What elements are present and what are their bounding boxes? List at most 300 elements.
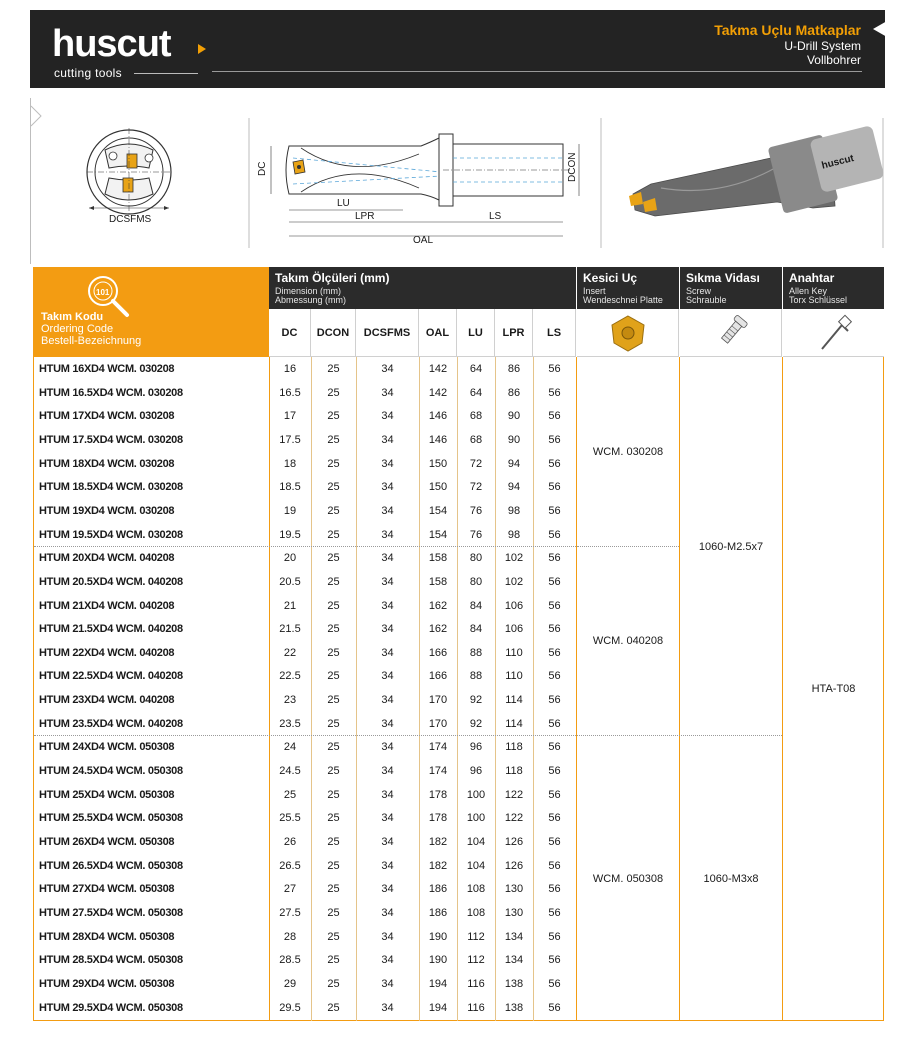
cell-dc: 28.5 — [279, 954, 301, 966]
cell-ls: 56 — [548, 718, 561, 730]
cell-ls: 56 — [548, 883, 561, 895]
cell-lpr: 98 — [507, 529, 521, 541]
cell-dcsfms: 34 — [381, 954, 394, 966]
cell-dcon: 25 — [327, 907, 340, 919]
row-code: HTUM 29XD4 WCM. 050308 — [39, 978, 175, 990]
cell-dcsfms: 34 — [381, 505, 394, 517]
col-header-dcon: DCON — [311, 309, 356, 357]
cell-lpr: 118 — [505, 741, 523, 753]
cell-lu: 92 — [469, 718, 483, 730]
cell-dc: 25 — [283, 789, 297, 801]
page-title: Takma Uçlu Matkaplar — [714, 22, 861, 38]
cell-oal: 154 — [428, 505, 448, 517]
grid-line — [457, 357, 458, 1021]
cell-dcon: 25 — [327, 860, 340, 872]
cell-dc: 21 — [283, 600, 297, 612]
grid-line — [356, 357, 357, 1021]
cell-oal: 150 — [428, 481, 448, 493]
cell-dcon: 25 — [327, 600, 340, 612]
group-separator — [577, 735, 782, 736]
cell-lpr: 86 — [507, 363, 521, 375]
cell-dcon: 25 — [327, 812, 340, 824]
brand-logo: huscut — [52, 23, 171, 65]
cell-lpr: 134 — [504, 954, 524, 966]
key-en: Allen Key — [789, 286, 828, 296]
cell-lu: 84 — [469, 623, 483, 635]
key-de: Torx Schlüssel — [789, 295, 848, 305]
cell-dcon: 25 — [327, 741, 340, 753]
cell-lu: 104 — [466, 860, 486, 872]
cell-lpr: 106 — [504, 623, 524, 635]
ls-label: LS — [489, 211, 502, 222]
cell-dc: 29 — [283, 978, 297, 990]
cell-lu: 92 — [469, 694, 483, 706]
cell-dcsfms: 34 — [381, 860, 394, 872]
row-code: HTUM 22.5XD4 WCM. 040208 — [39, 670, 183, 682]
cell-dc: 17.5 — [279, 434, 301, 446]
cell-dcsfms: 34 — [381, 789, 394, 801]
cell-oal: 158 — [428, 552, 448, 564]
col-header-dcsfms: DCSFMS — [356, 309, 419, 357]
cell-dcsfms: 34 — [381, 931, 394, 943]
dcon-label: DCON — [567, 152, 578, 182]
photo-brand: huscut — [820, 153, 856, 172]
lpr-label: LPR — [355, 211, 375, 222]
insert-cell: WCM. 040208 — [592, 635, 664, 647]
cell-lu: 68 — [469, 434, 483, 446]
cell-lu: 96 — [469, 741, 483, 753]
cell-dc: 28 — [283, 931, 297, 943]
cell-lu: 72 — [469, 481, 483, 493]
cell-dcon: 25 — [327, 789, 340, 801]
dimensions-de: Abmessung (mm) — [275, 295, 347, 305]
row-code: HTUM 27XD4 WCM. 050308 — [39, 883, 175, 895]
cell-dcsfms: 34 — [381, 458, 394, 470]
key-title: Anahtar — [789, 271, 835, 285]
row-code: HTUM 24XD4 WCM. 050308 — [39, 741, 175, 753]
cell-dcsfms: 34 — [381, 907, 394, 919]
cell-oal: 182 — [428, 860, 448, 872]
row-code: HTUM 26XD4 WCM. 050308 — [39, 836, 175, 848]
cell-lu: 116 — [467, 978, 485, 990]
cell-oal: 174 — [428, 741, 448, 753]
cell-oal: 178 — [428, 812, 448, 824]
cell-dc: 16 — [283, 363, 297, 375]
cell-dcsfms: 34 — [381, 552, 394, 564]
allen-key-icon — [814, 313, 854, 353]
cell-ls: 56 — [548, 978, 561, 990]
row-code: HTUM 21.5XD4 WCM. 040208 — [39, 623, 183, 635]
cell-dcsfms: 34 — [381, 529, 394, 541]
key-image-cell — [783, 309, 884, 357]
page-subtitle-de: Vollbohrer — [806, 53, 861, 67]
screw-cell: 1060-M2.5x7 — [698, 541, 764, 553]
cell-ls: 56 — [548, 836, 561, 848]
cell-lpr: 94 — [507, 481, 521, 493]
cell-ls: 56 — [548, 954, 561, 966]
row-code: HTUM 16.5XD4 WCM. 030208 — [39, 387, 183, 399]
cell-dcsfms: 34 — [381, 741, 394, 753]
cell-dc: 27.5 — [279, 907, 301, 919]
cell-dcsfms: 34 — [381, 812, 394, 824]
screw-icon — [711, 313, 751, 353]
ordering-code-header — [33, 267, 269, 357]
cell-dcon: 25 — [327, 931, 340, 943]
cell-lpr: 110 — [505, 670, 523, 682]
row-code: HTUM 22XD4 WCM. 040208 — [39, 647, 175, 659]
cell-oal: 186 — [428, 907, 448, 919]
cell-dc: 26 — [283, 836, 297, 848]
cell-dcon: 25 — [327, 623, 340, 635]
cell-lu: 64 — [469, 363, 483, 375]
cell-lu: 64 — [469, 387, 483, 399]
cell-ls: 56 — [548, 434, 561, 446]
cell-dcon: 25 — [327, 836, 340, 848]
row-code: HTUM 19.5XD4 WCM. 030208 — [39, 529, 183, 541]
cell-lu: 76 — [469, 505, 483, 517]
screw-cell: 1060-M3x8 — [703, 873, 759, 885]
cell-dcsfms: 34 — [381, 576, 394, 588]
cell-dcon: 25 — [327, 670, 340, 682]
cell-dcon: 25 — [327, 410, 340, 422]
cell-dc: 21.5 — [279, 623, 301, 635]
oal-label: OAL — [413, 235, 434, 246]
cell-dc: 20 — [283, 552, 297, 564]
cell-dc: 26.5 — [279, 860, 301, 872]
cell-dcsfms: 34 — [381, 410, 394, 422]
group-separator — [34, 546, 576, 547]
cell-dcon: 25 — [327, 694, 340, 706]
technical-drawings — [30, 98, 885, 264]
grid-line — [419, 357, 420, 1021]
cell-dc: 23.5 — [279, 718, 301, 730]
cell-dcsfms: 34 — [381, 1002, 394, 1014]
cell-oal: 166 — [428, 670, 448, 682]
cell-dcsfms: 34 — [381, 978, 394, 990]
grid-line — [269, 357, 270, 1021]
cell-dcsfms: 34 — [381, 694, 394, 706]
grid-line — [33, 357, 34, 1021]
cell-oal: 174 — [428, 765, 448, 777]
insert-title: Kesici Uç — [583, 271, 638, 285]
svg-text:101: 101 — [96, 288, 110, 297]
cell-dcsfms: 34 — [381, 623, 394, 635]
cell-dcsfms: 34 — [381, 434, 394, 446]
cell-lu: 96 — [469, 765, 483, 777]
cell-oal: 154 — [428, 529, 448, 541]
row-code: HTUM 20XD4 WCM. 040208 — [39, 552, 175, 564]
row-code: HTUM 28.5XD4 WCM. 050308 — [39, 954, 183, 966]
cell-lpr: 86 — [507, 387, 521, 399]
cell-dc: 29.5 — [279, 1002, 301, 1014]
cell-dcon: 25 — [327, 1002, 340, 1014]
divider — [134, 73, 198, 74]
cell-dcon: 25 — [327, 718, 340, 730]
insert-icon — [608, 313, 648, 353]
row-code: HTUM 20.5XD4 WCM. 040208 — [39, 576, 183, 588]
cell-lpr: 102 — [504, 576, 524, 588]
cell-dc: 20.5 — [279, 576, 301, 588]
cell-dcon: 25 — [327, 387, 340, 399]
ordering-de: Bestell-Bezeichnung — [41, 335, 142, 347]
data-grid — [33, 357, 884, 1021]
cell-lpr: 126 — [504, 860, 524, 872]
cell-dcon: 25 — [327, 954, 340, 966]
col-header-lu: LU — [457, 309, 495, 357]
cell-lu: 84 — [469, 600, 483, 612]
cell-lu: 80 — [469, 552, 483, 564]
cell-lpr: 106 — [504, 600, 524, 612]
insert-header — [577, 267, 679, 309]
cell-dcsfms: 34 — [381, 363, 394, 375]
col-header-oal: OAL — [419, 309, 457, 357]
cell-lu: 76 — [469, 529, 483, 541]
insert-image-cell — [577, 309, 679, 357]
cell-oal: 178 — [428, 789, 448, 801]
cell-dcon: 25 — [327, 458, 340, 470]
cell-oal: 166 — [428, 647, 448, 659]
cell-dcsfms: 34 — [381, 647, 394, 659]
cell-oal: 194 — [428, 1002, 448, 1014]
cell-lpr: 114 — [505, 694, 523, 706]
row-code: HTUM 23.5XD4 WCM. 040208 — [39, 718, 183, 730]
cell-lpr: 130 — [504, 883, 524, 895]
row-code: HTUM 27.5XD4 WCM. 050308 — [39, 907, 183, 919]
cell-dcon: 25 — [327, 576, 340, 588]
cell-lu: 88 — [469, 647, 483, 659]
screw-header — [680, 267, 782, 309]
tool-photo — [629, 118, 885, 248]
cell-lpr: 122 — [504, 812, 524, 824]
dimensions-title: Takım Ölçüleri (mm) — [275, 271, 390, 285]
cell-lpr: 102 — [504, 552, 524, 564]
cell-lpr: 118 — [505, 765, 523, 777]
cell-dcsfms: 34 — [381, 765, 394, 777]
cell-ls: 56 — [548, 363, 561, 375]
cell-lu: 88 — [469, 670, 483, 682]
cell-dcsfms: 34 — [381, 670, 394, 682]
cell-oal: 170 — [428, 694, 448, 706]
cell-dc: 18 — [283, 458, 297, 470]
insert-cell: WCM. 050308 — [592, 873, 664, 885]
cell-dcon: 25 — [327, 481, 340, 493]
logo-arrow-icon — [198, 44, 206, 54]
grid-line — [495, 357, 496, 1021]
cell-dc: 24 — [283, 741, 297, 753]
cell-ls: 56 — [548, 670, 561, 682]
cell-dcsfms: 34 — [381, 600, 394, 612]
cell-ls: 56 — [548, 505, 561, 517]
page-header — [30, 10, 885, 88]
cell-dcon: 25 — [327, 978, 340, 990]
cell-oal: 190 — [428, 931, 448, 943]
cell-oal: 162 — [428, 623, 448, 635]
cell-dc: 23 — [283, 694, 297, 706]
cell-oal: 142 — [428, 387, 448, 399]
cell-dcon: 25 — [327, 529, 340, 541]
cell-lu: 100 — [466, 812, 486, 824]
cell-dc: 19.5 — [279, 529, 301, 541]
cell-oal: 150 — [428, 458, 448, 470]
cell-lu: 72 — [469, 458, 483, 470]
cell-ls: 56 — [548, 387, 561, 399]
cell-dc: 24.5 — [279, 765, 301, 777]
cell-ls: 56 — [548, 765, 561, 777]
cell-oal: 162 — [428, 600, 448, 612]
cell-lu: 104 — [466, 836, 486, 848]
cell-oal: 194 — [428, 978, 448, 990]
cell-ls: 56 — [548, 860, 561, 872]
cell-dcsfms: 34 — [381, 836, 394, 848]
key-header — [783, 267, 884, 309]
cell-oal: 146 — [428, 434, 448, 446]
cell-dc: 22.5 — [279, 670, 301, 682]
col-header-dc: DC — [269, 309, 311, 357]
cell-dc: 27 — [283, 883, 297, 895]
cell-oal: 158 — [428, 576, 448, 588]
cell-lu: 116 — [467, 1002, 485, 1014]
col-header-lpr: LPR — [495, 309, 533, 357]
row-code: HTUM 28XD4 WCM. 050308 — [39, 931, 175, 943]
cell-ls: 56 — [548, 789, 561, 801]
cell-lu: 68 — [469, 410, 483, 422]
cell-ls: 56 — [548, 458, 561, 470]
cell-ls: 56 — [548, 552, 561, 564]
cell-dc: 22 — [283, 647, 297, 659]
cell-dc: 16.5 — [279, 387, 301, 399]
row-code: HTUM 19XD4 WCM. 030208 — [39, 505, 175, 517]
cell-ls: 56 — [548, 576, 561, 588]
cell-lu: 108 — [466, 907, 486, 919]
cell-dcsfms: 34 — [381, 718, 394, 730]
cell-dcon: 25 — [327, 363, 340, 375]
cell-dc: 25.5 — [279, 812, 301, 824]
cell-lu: 112 — [467, 954, 485, 966]
cell-oal: 146 — [428, 410, 448, 422]
cell-ls: 56 — [548, 481, 561, 493]
cell-dcsfms: 34 — [381, 387, 394, 399]
cell-dcon: 25 — [327, 647, 340, 659]
cell-ls: 56 — [548, 410, 561, 422]
drawing-canvas — [31, 98, 886, 264]
row-code: HTUM 26.5XD4 WCM. 050308 — [39, 860, 183, 872]
dc-label: DC — [257, 161, 268, 176]
cell-lpr: 122 — [504, 789, 524, 801]
row-code: HTUM 23XD4 WCM. 040208 — [39, 694, 175, 706]
cell-dcon: 25 — [327, 552, 340, 564]
cell-ls: 56 — [548, 741, 561, 753]
cell-ls: 56 — [548, 931, 561, 943]
cell-oal: 182 — [428, 836, 448, 848]
cell-dc: 19 — [283, 505, 297, 517]
insert-en: Insert — [583, 286, 606, 296]
cell-lpr: 98 — [507, 505, 521, 517]
cell-lpr: 130 — [504, 907, 524, 919]
cell-oal: 190 — [428, 954, 448, 966]
col-header-ls: LS — [533, 309, 576, 357]
cell-ls: 56 — [548, 1002, 561, 1014]
ordering-en: Ordering Code — [41, 323, 114, 335]
lu-label: LU — [337, 198, 350, 209]
cell-ls: 56 — [548, 529, 561, 541]
screw-en: Screw — [686, 286, 712, 296]
cell-lpr: 138 — [504, 1002, 524, 1014]
row-code: HTUM 18XD4 WCM. 030208 — [39, 458, 175, 470]
cell-ls: 56 — [548, 623, 561, 635]
grid-line — [679, 357, 680, 1021]
cell-lpr: 110 — [505, 647, 523, 659]
row-code: HTUM 25.5XD4 WCM. 050308 — [39, 812, 183, 824]
insert-cell: WCM. 030208 — [592, 446, 664, 458]
screw-title: Sıkma Vidası — [686, 271, 760, 285]
row-code: HTUM 25XD4 WCM. 050308 — [39, 789, 175, 801]
cell-dc: 18.5 — [279, 481, 301, 493]
dimensions-header — [269, 267, 576, 309]
cell-lu: 80 — [469, 576, 483, 588]
grid-line — [311, 357, 312, 1021]
cell-ls: 56 — [548, 694, 561, 706]
ordering-title: Takım Kodu — [41, 311, 104, 323]
cell-dcon: 25 — [327, 434, 340, 446]
cell-dcsfms: 34 — [381, 883, 394, 895]
row-code: HTUM 16XD4 WCM. 030208 — [39, 363, 175, 375]
cell-oal: 186 — [428, 883, 448, 895]
cell-lpr: 94 — [507, 458, 521, 470]
grid-line — [533, 357, 534, 1021]
row-code: HTUM 29.5XD4 WCM. 050308 — [39, 1002, 183, 1014]
divider — [212, 71, 862, 72]
screw-image-cell — [680, 309, 782, 357]
cell-lpr: 90 — [507, 410, 521, 422]
row-code: HTUM 24.5XD4 WCM. 050308 — [39, 765, 183, 777]
front-view-drawing — [87, 128, 171, 225]
cell-dcsfms: 34 — [381, 481, 394, 493]
cell-ls: 56 — [548, 600, 561, 612]
cell-lpr: 114 — [505, 718, 523, 730]
cell-lu: 108 — [466, 883, 486, 895]
page-subtitle-en: U-Drill System — [784, 39, 861, 53]
key-cell: HTA-T08 — [811, 683, 856, 695]
row-code: HTUM 18.5XD4 WCM. 030208 — [39, 481, 183, 493]
cell-ls: 56 — [548, 647, 561, 659]
dcsfms-label: DCSFMS — [109, 214, 152, 225]
cell-lpr: 138 — [504, 978, 524, 990]
brand-tagline: cutting tools — [54, 66, 122, 80]
cell-lu: 112 — [467, 931, 485, 943]
dimensions-en: Dimension (mm) — [275, 286, 342, 296]
group-separator — [577, 546, 679, 547]
cell-dcon: 25 — [327, 505, 340, 517]
insert-de: Wendeschnei Platte — [583, 295, 663, 305]
cell-lpr: 90 — [507, 434, 521, 446]
row-code: HTUM 17XD4 WCM. 030208 — [39, 410, 175, 422]
cell-oal: 142 — [428, 363, 448, 375]
cell-lpr: 126 — [504, 836, 524, 848]
cell-dcon: 25 — [327, 765, 340, 777]
cell-lpr: 134 — [504, 931, 524, 943]
header-notch — [873, 21, 887, 37]
group-separator — [34, 735, 576, 736]
cell-dcon: 25 — [327, 883, 340, 895]
row-code: HTUM 17.5XD4 WCM. 030208 — [39, 434, 183, 446]
side-view-drawing — [249, 118, 601, 248]
screw-de: Schrauble — [686, 295, 727, 305]
cell-ls: 56 — [548, 907, 561, 919]
row-code: HTUM 21XD4 WCM. 040208 — [39, 600, 175, 612]
cell-oal: 170 — [428, 718, 448, 730]
cell-dc: 17 — [283, 410, 297, 422]
cell-ls: 56 — [548, 812, 561, 824]
